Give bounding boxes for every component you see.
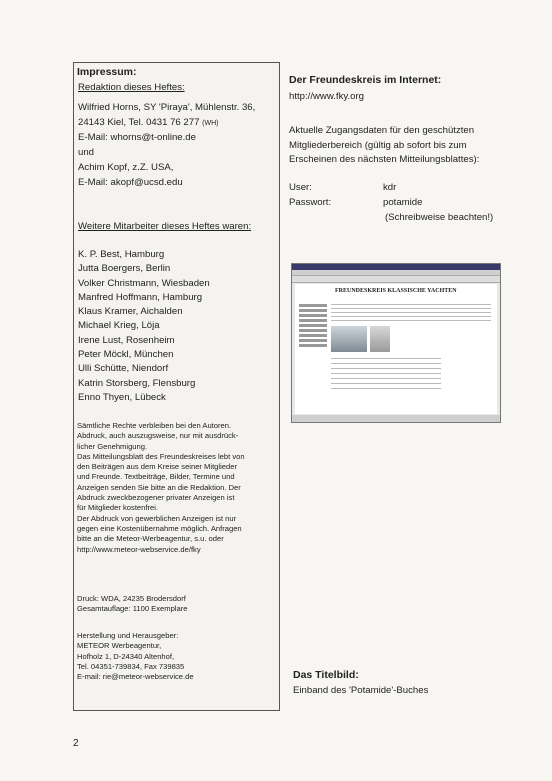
spelling-note: (Schreibweise beachten!) <box>385 212 494 223</box>
password-value: potamide <box>383 197 423 208</box>
redaktion-line: Achim Kopf, z.Z. USA, <box>78 162 174 173</box>
redaktion-line: Wilfried Horns, SY 'Piraya', Mühlenstr. 36, <box>78 102 256 113</box>
list-item: Irene Lust, Rosenheim <box>78 334 175 346</box>
list-item: Jutta Boergers, Berlin <box>78 263 171 275</box>
status-bar <box>292 415 500 422</box>
redaktion-line: und <box>78 147 95 158</box>
list-item: Katrin Storsberg, Flensburg <box>78 377 196 389</box>
text-block <box>331 358 441 392</box>
mitarbeiter-list <box>78 248 210 405</box>
list-item: Enno Thyen, Lübeck <box>78 391 166 403</box>
web-page <box>295 284 497 414</box>
titelbild-title: Das Titelbild: <box>293 669 359 681</box>
list-item: Ulli Schütte, Niendorf <box>78 363 169 375</box>
access-text: Aktuelle Zugangsdaten für den geschützten Mitgliederbereich (gültig ab sofort bis zum Erscheinen des nächsten Mitteilungsblattes): <box>289 125 480 166</box>
mitarbeiter-heading: Weitere Mitarbeiter dieses Heftes waren: <box>78 221 252 232</box>
redaktion-heading: Redaktion dieses Heftes: <box>78 82 185 93</box>
internet-title: Der Freundeskreis im Internet: <box>289 74 442 86</box>
list-item: K. P. Best, Hamburg <box>78 249 165 260</box>
password-label: Passwort: <box>289 197 332 208</box>
website-screenshot <box>291 263 501 423</box>
user-value: kdr <box>383 182 397 193</box>
list-item: Peter Möckl, München <box>78 349 174 361</box>
list-item: Manfred Hoffmann, Hamburg <box>78 291 203 303</box>
address-bar <box>292 276 500 283</box>
nav-menu <box>299 304 327 348</box>
internet-url: http://www.fky.org <box>289 91 364 102</box>
text-block <box>331 304 491 322</box>
redaktion-line: E-Mail: akopf@ucsd.edu <box>78 177 183 188</box>
list-item: Volker Christmann, Wiesbaden <box>78 277 210 289</box>
wh-marker: (WH) <box>202 120 219 127</box>
user-label: User: <box>289 182 312 193</box>
page-number: 2 <box>73 738 79 749</box>
titelbild-text: Einband des 'Potamide'-Buches <box>293 685 429 696</box>
herausgeber-text: Herstellung und Herausgeber: METEOR Werbeagentur, Hofholz 1, D-24340 Altenhof, Tel. 04351-739834, Fax 739835 E-mail: rie@meteor-webservice.de <box>77 631 194 682</box>
redaktion-line: 24143 Kiel, Tel. 0431 76 277 (WH) <box>78 117 219 128</box>
rights-text: Sämtliche Rechte verbleiben bei den Autoren. Abdruck, auch auszugsweise, nur mit ausdrück- licher Genehmigung. Das Mitteilungsblatt des Freundeskreises lebt von den Beiträgen aus dem Kreise seiner Mitglieder und Freunde. Textbeiträge, Bilder, Termine und Anzeigen senden Sie bitte an die Redaktion. Der Abdruck zweckbezogener privater Anzeigen ist für Mitglieder kostenfrei. Der Abdruck von gewerblichen Anzeigen ist nur gegen eine Kostenübernahme möglich. Anfragen bitte an die Meteor-Werbeagentur, s.u. oder http://www.meteor-webservice.de/fky <box>77 421 245 554</box>
screenshot-title: FREUNDESKREIS KLASSISCHE YACHTEN <box>335 288 457 294</box>
list-item: Klaus Kramer, Aichalden <box>78 306 183 318</box>
sailboat-image <box>331 326 367 352</box>
list-item: Michael Krieg, Löja <box>78 320 160 332</box>
thumb-image <box>370 326 390 352</box>
impressum-title: Impressum: <box>77 66 137 78</box>
druck-text: Druck: WDA, 24235 Brodersdorf Gesamtauflage: 1100 Exemplare <box>77 594 188 614</box>
redaktion-line: E-Mail: whorns@t-online.de <box>78 132 196 143</box>
